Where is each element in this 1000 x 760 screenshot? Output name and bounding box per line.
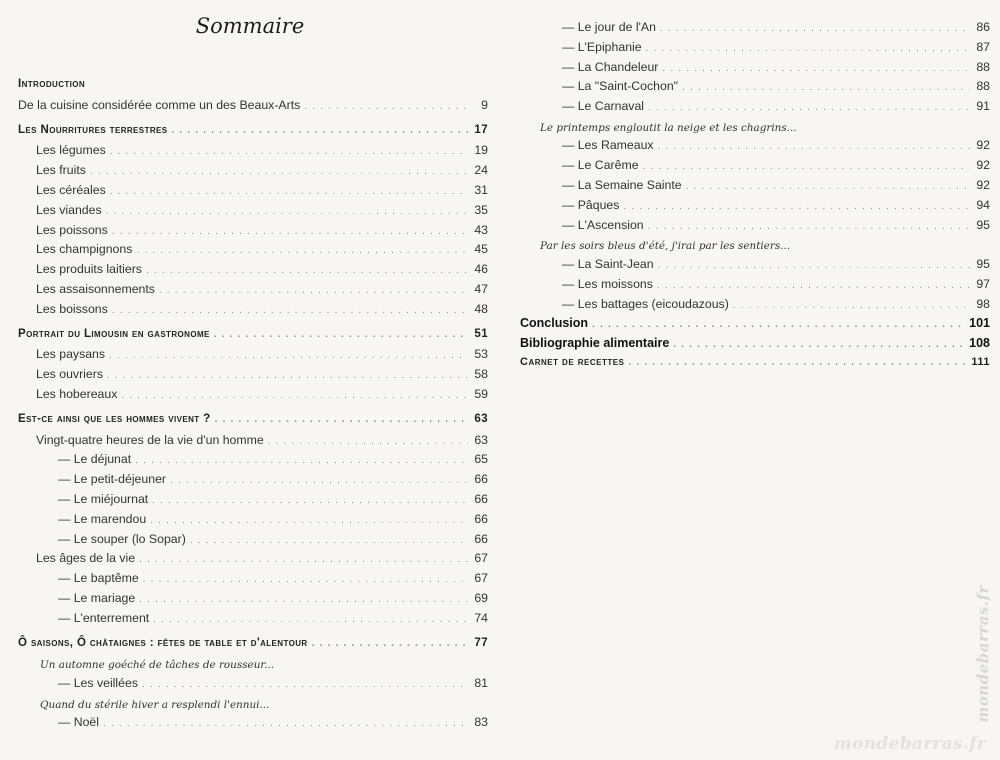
toc-leader-dots	[660, 23, 970, 34]
toc-entry	[520, 336, 990, 356]
toc-leader-dots	[146, 265, 468, 276]
toc-entry-title: Les ouvriers	[36, 367, 103, 382]
toc-page-number: 97	[976, 276, 990, 291]
toc-entry	[520, 20, 990, 40]
toc-entry	[18, 611, 488, 631]
toc-entry	[18, 452, 488, 472]
toc-entry	[18, 223, 488, 243]
toc-leader-dots	[171, 125, 468, 136]
toc-entry-title: Les céréales	[36, 182, 106, 197]
toc-entry	[520, 356, 990, 376]
toc-entry	[18, 492, 488, 512]
toc-entry	[18, 262, 488, 282]
toc-section-epigraph: Le printemps engloutit la neige et les chagrins...	[540, 121, 797, 134]
toc-leader-dots	[662, 63, 970, 74]
toc-page-number: 35	[474, 202, 488, 217]
toc-entry-title: — L'Epiphanie	[562, 39, 642, 54]
toc-leader-dots	[107, 370, 468, 381]
toc-entry-title: — Le Carnaval	[562, 99, 645, 114]
toc-leader-dots	[152, 495, 468, 506]
toc-leader-dots	[106, 206, 468, 217]
toc-page-number: 63	[474, 432, 488, 447]
toc-page-number: 81	[474, 675, 488, 690]
toc-page-number: 88	[976, 79, 990, 94]
toc-entry-title: Est-ce ainsi que les hommes vivent ?	[18, 412, 211, 425]
toc-section-epigraph: Quand du stérile hiver a resplendi l'ennui...	[40, 698, 270, 711]
toc-right-column	[520, 20, 990, 376]
toc-section-epigraph: Par les soirs bleus d'été, j'irai par les sentiers...	[540, 240, 791, 253]
toc-page-number: 92	[976, 158, 990, 173]
toc-leader-dots	[112, 226, 468, 237]
toc-entry	[520, 218, 990, 238]
toc-entry-title: Les légumes	[36, 143, 106, 158]
toc-page-number: 83	[474, 715, 488, 730]
toc-entry-title: — Les moissons	[562, 276, 653, 291]
toc-leader-dots	[139, 594, 468, 605]
toc-entry	[520, 316, 990, 336]
toc-page-number: 66	[474, 531, 488, 546]
toc-entry-title: Portrait du Limousin en gastronome	[18, 327, 210, 340]
page-title: Sommaire	[195, 14, 305, 38]
toc-page-number: 95	[976, 256, 990, 271]
toc-entry-title: Les boissons	[36, 301, 108, 316]
toc-entry-title: Les assaisonnements	[36, 281, 155, 296]
toc-leader-dots	[643, 161, 970, 172]
toc-page-number: 43	[474, 222, 488, 237]
toc-page-number: 91	[976, 99, 990, 114]
toc-entry	[18, 413, 488, 433]
toc-entry-title: — Pâques	[562, 197, 620, 212]
toc-entry-title: — La Semaine Sainte	[562, 178, 682, 193]
toc-entry	[18, 367, 488, 387]
toc-leader-dots	[646, 43, 970, 54]
toc-leader-dots	[682, 82, 970, 93]
toc-entry-title: Les viandes	[36, 202, 102, 217]
toc-page-number: 59	[474, 386, 488, 401]
toc-page-number: 98	[976, 296, 990, 311]
toc-entry	[520, 99, 990, 119]
toc-entry-title: — La "Saint-Cochon"	[562, 79, 679, 94]
toc-entry	[18, 302, 488, 322]
toc-leader-dots	[110, 146, 468, 157]
toc-entry	[18, 163, 488, 183]
toc-entry-title: Les poissons	[36, 222, 108, 237]
toc-entry	[18, 387, 488, 407]
toc-entry-title: Ô saisons, Ô châtaignes : fêtes de table et d'alentour	[18, 636, 308, 649]
toc-entry-title: Bibliographie alimentaire	[520, 336, 670, 351]
toc-leader-dots	[150, 515, 468, 526]
toc-entry-title: — Le jour de l'An	[562, 20, 656, 34]
toc-entry	[18, 472, 488, 492]
toc-entry	[18, 282, 488, 302]
toc-entry	[18, 715, 488, 735]
toc-page-number: 51	[474, 327, 488, 340]
toc-page-number: 53	[474, 347, 488, 362]
toc-leader-dots	[112, 305, 468, 316]
toc-leader-dots	[110, 186, 468, 197]
toc-entry	[18, 203, 488, 223]
toc-leader-dots	[628, 357, 967, 368]
toc-entry	[18, 551, 488, 571]
toc-page-number: 67	[474, 551, 488, 566]
watermark-bottom: mondebarras.fr	[833, 734, 986, 754]
toc-leader-dots	[109, 350, 468, 361]
toc-entry-title: — L'Ascension	[562, 217, 644, 232]
toc-entry	[520, 40, 990, 60]
toc-page-number: 45	[474, 242, 488, 257]
toc-entry	[520, 257, 990, 277]
toc-leader-dots	[592, 319, 965, 330]
toc-entry-title: Les champignons	[36, 242, 133, 257]
toc-entry-title: — La Saint-Jean	[562, 256, 654, 271]
toc-entry-title: — Le souper (lo Sopar)	[58, 531, 186, 546]
toc-page-number: 92	[976, 138, 990, 153]
toc-page-number: 111	[971, 355, 990, 368]
toc-entry	[520, 60, 990, 80]
toc-leader-dots	[268, 436, 468, 447]
toc-entry-title: — L'enterrement	[58, 610, 150, 625]
toc-leader-dots	[170, 475, 468, 486]
toc-entry-title: Vingt-quatre heures de la vie d'un homme	[36, 432, 264, 447]
toc-entry	[520, 297, 990, 317]
toc-entry	[18, 676, 488, 696]
toc-leader-dots	[733, 300, 970, 311]
toc-page-number: 77	[474, 636, 488, 649]
toc-entry-title: Les hobereaux	[36, 386, 118, 401]
toc-entry	[18, 143, 488, 163]
toc-leader-dots	[142, 679, 468, 690]
toc-entry-title: Les produits laitiers	[36, 262, 142, 277]
toc-entry-title: — La Chandeleur	[562, 59, 659, 74]
toc-leader-dots	[190, 535, 468, 546]
toc-leader-dots	[648, 221, 970, 232]
toc-page-number: 66	[474, 511, 488, 526]
toc-entry	[18, 242, 488, 262]
toc-entry	[18, 512, 488, 532]
toc-leader-dots	[648, 102, 970, 113]
toc-leader-dots	[139, 554, 468, 565]
toc-entry	[18, 637, 488, 657]
toc-leader-dots	[90, 166, 468, 177]
toc-leader-dots	[135, 455, 468, 466]
toc-entry	[520, 277, 990, 297]
toc-entry-title: — Le mariage	[58, 590, 136, 605]
toc-page-number: 94	[976, 197, 990, 212]
toc-page-number: 46	[474, 262, 488, 277]
toc-entry	[18, 124, 488, 144]
toc-entry-title: De la cuisine considérée comme un des Beaux-Arts	[18, 97, 301, 112]
toc-entry-title: Les âges de la vie	[36, 551, 136, 566]
toc-entry-title: — Le miéjournat	[58, 491, 149, 506]
toc-entry	[18, 347, 488, 367]
toc-leader-dots	[103, 718, 468, 729]
toc-page-number: 69	[474, 590, 488, 605]
toc-entry-title: — Les battages (eicoudazous)	[562, 296, 729, 311]
toc-leader-dots	[658, 141, 970, 152]
toc-page-number: 92	[976, 178, 990, 193]
toc-entry	[18, 433, 488, 453]
toc-leader-dots	[623, 201, 970, 212]
toc-entry-title: Conclusion	[520, 316, 589, 331]
toc-page-number: 19	[474, 143, 488, 158]
toc-leader-dots	[214, 329, 468, 340]
toc-page-number: 95	[976, 217, 990, 232]
toc-entry-title: — Le déjunat	[58, 452, 132, 467]
toc-entry-title: — Le petit-déjeuner	[58, 472, 167, 487]
toc-entry	[520, 158, 990, 178]
toc-leader-dots	[159, 285, 468, 296]
toc-leader-dots	[312, 638, 468, 649]
toc-page-number: 108	[969, 336, 990, 351]
toc-page-number: 31	[474, 182, 488, 197]
toc-page-number: 66	[474, 472, 488, 487]
toc-page-number: 87	[976, 39, 990, 54]
toc-entry-title: Introduction	[18, 78, 86, 90]
toc-page-number: 63	[474, 412, 488, 425]
toc-leader-dots	[136, 245, 468, 256]
toc-page-number: 65	[474, 452, 488, 467]
toc-entry-title: — Le baptême	[58, 571, 139, 586]
toc-leader-dots	[658, 260, 970, 271]
toc-leader-dots	[657, 280, 970, 291]
toc-page-number: 101	[969, 316, 990, 331]
toc-entry	[18, 98, 488, 118]
toc-entry	[520, 178, 990, 198]
toc-leader-dots	[215, 414, 468, 425]
toc-leader-dots	[304, 101, 468, 112]
toc-entry-title: Les Nourritures terrestres	[18, 123, 168, 136]
toc-page-number: 58	[474, 367, 488, 382]
toc-entry-title: — Les veillées	[58, 675, 138, 690]
toc-page-number: 67	[474, 571, 488, 586]
toc-page-number: 66	[474, 491, 488, 506]
toc-entry-title: Les fruits	[36, 163, 86, 178]
toc-entry	[18, 532, 488, 552]
toc-entry-title: — Les Rameaux	[562, 138, 654, 153]
watermark-vertical: mondebarras.fr	[974, 585, 992, 723]
toc-entry-title: — Le Carême	[562, 158, 639, 173]
toc-page-number: 17	[474, 123, 488, 136]
toc-page-number: 24	[474, 163, 488, 178]
toc-entry	[18, 328, 488, 348]
toc-leader-dots	[153, 614, 468, 625]
toc-page-number: 47	[474, 281, 488, 296]
toc-page-number: 9	[481, 97, 488, 112]
toc-page-number: 86	[976, 20, 990, 34]
toc-page-number: 48	[474, 301, 488, 316]
toc-entry-title: — Le marendou	[58, 511, 147, 526]
toc-leader-dots	[673, 339, 965, 350]
toc-leader-dots	[686, 181, 970, 192]
toc-entry	[18, 78, 488, 98]
toc-page-number: 74	[474, 610, 488, 625]
toc-entry	[520, 79, 990, 99]
toc-entry-title: — Noël	[58, 715, 100, 730]
toc-leader-dots	[143, 574, 468, 585]
toc-entry	[18, 183, 488, 203]
toc-leader-dots	[121, 390, 468, 401]
toc-section-epigraph: Un automne goéché de tâches de rousseur...	[40, 659, 275, 672]
toc-entry-title: Les paysans	[36, 347, 106, 362]
toc-entry	[18, 571, 488, 591]
toc-entry	[520, 138, 990, 158]
toc-entry	[18, 591, 488, 611]
toc-entry-title: Carnet de recettes	[520, 355, 625, 368]
toc-entry	[520, 198, 990, 218]
toc-left-column	[18, 78, 488, 735]
toc-page-number: 88	[976, 59, 990, 74]
